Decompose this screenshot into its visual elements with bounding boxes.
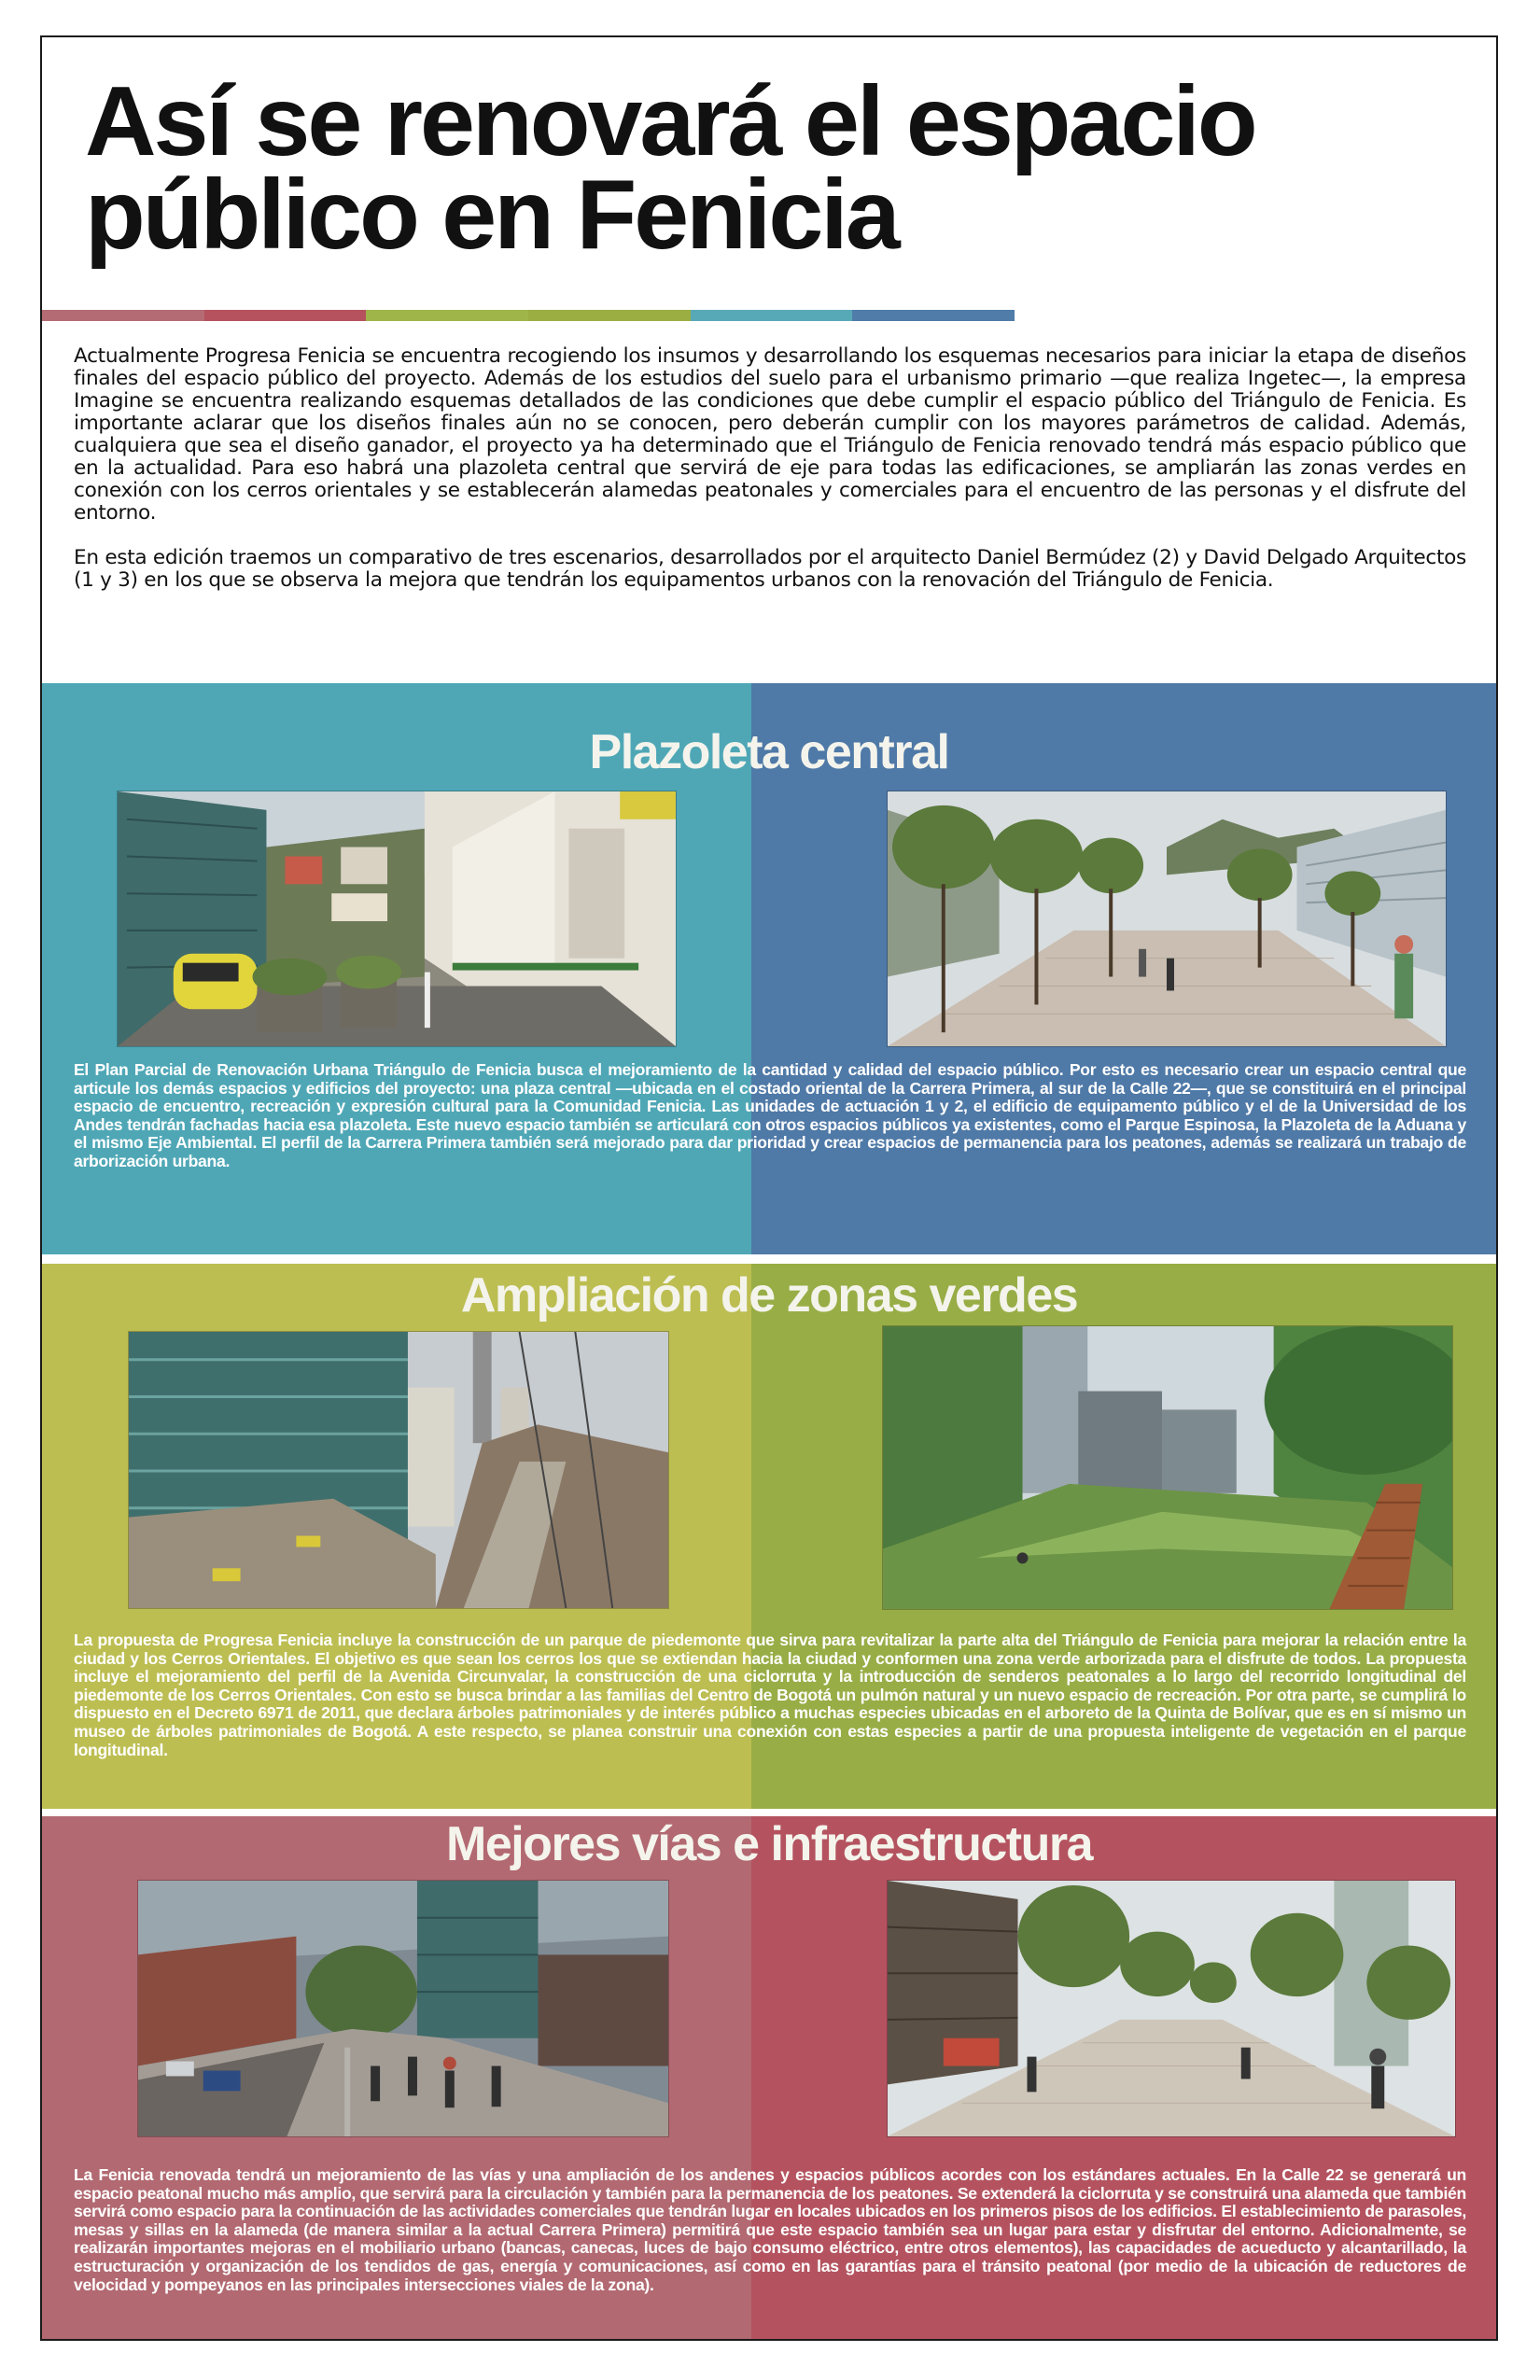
section-plazoleta-central xyxy=(42,683,1496,1254)
intro-paragraph-2: En esta edición traemos un comparativo de tres escenarios, desarrollados por el arquitecto Daniel Bermúdez (2) y David Delgado Arquitectos (1 y 3) en los que se observa la mejora que tendrán los equipamentos urbanos con la renovación del Triángulo de Fenicia. xyxy=(74,546,1466,592)
photo-zonas-verdes-proposal xyxy=(882,1325,1453,1610)
section-title: Mejores vías e infraestructura xyxy=(446,1817,1092,1871)
section-title: Ampliación de zonas verdes xyxy=(460,1268,1078,1323)
section-text: El Plan Parcial de Renovación Urbana Triángulo de Fenicia busca el mejoramiento de la cantidad y calidad del espacio público. Por esto es necesario crear un espacio central que articule los demás espacios y edificios del proyecto: una plaza central —ubicada en el costado oriental de la Carrera Primera, al sur de la Calle 22—, que se constituirá en el principal espacio de encuentro, recreación y expresión cultural para la Comunidad Fenicia. Las unidades de actuación 1 y 2, el edificio de equipamento público y el de la Universidad de los Andes tendrán fachadas hacia esa plazoleta. Este nuevo espacio también se articulará con otros espacios públicos ya existentes, como el Parque Espinosa, la Plazoleta de la Aduana y el mismo Eje Ambiental. El perfil de la Carrera Primera también será mejorado para dar prioridad y crear espacios de permanencia para los peatones, además se realizará un trabajo de arborización urbana. xyxy=(74,1060,1466,1170)
article-page xyxy=(40,35,1498,2341)
headline-line-1: Así se renovará el espacio xyxy=(85,66,1255,176)
headline-line-2: público en Fenicia xyxy=(85,160,898,270)
photo-vias-current xyxy=(137,1880,669,2137)
section-text: La Fenicia renovada tendrá un mejoramiento de las vías y una ampliación de los andenes y espacios públicos acordes con los estándares actuales. En la Calle 22 se generará un espacio peatonal mucho más amplio, que servirá para la circulación y también para la permanencia de los peatones. Se extenderá la ciclorruta y se construirá una alameda que también servirá como espacio para la continuación de las actividades comerciales que tendrán lugar en locales ubicados en los primeros pisos de los edificios. El establecimiento de parasoles, mesas y sillas en la alameda (de manera similar a la actual Carrera Primera) permitirá que este espacio también sea un lugar para estar y disfrutar del entorno. Adicionalmente, se realizarán importantes mejoras en el mobiliario urbano (bancas, canecas, luces de bajo consumo eléctrico, entre otros elementos), las capacidades de acueducto y alcantarillado, la estructuración y organización de los tendidos de gas, energía y comunicaciones, así como en las garantías para el tránsito peatonal (por medio de la ubicación de reductores de velocidad y pompeyanos en las principales intersecciones viales de la zona). xyxy=(74,2165,1466,2294)
photo-plazoleta-proposal xyxy=(887,791,1447,1047)
photo-plazoleta-current xyxy=(117,791,677,1047)
color-rule-segment xyxy=(852,310,1015,321)
section-text: La propuesta de Progresa Fenicia incluye la construcción de un parque de piedemonte que sirva para revitalizar la parte alta del Triángulo de Fenicia para mejorar la relación entre la ciudad y los Cerros Orientales. El objetivo es que sean los cerros los que se extiendan hacia la ciudad y conformen una zona verde arborizada para el disfrute de todos. La propuesta incluye el mejoramiento del perfil de la Avenida Circunvalar, la construcción de una ciclorruta y la introducción de senderos peatonales a lo largo del recorrido longitudinal del piedemonte de los Cerros Orientales. Con esto se busca brindar a las familias del Centro de Bogotá un pulmón natural y un nuevo espacio de recreación. Por otra parte, se cumplirá lo dispuesto en el Decreto 6971 de 2011, que declara árboles patrimoniales y de interés público a muchas especies ubicadas en el arboreto de la Quinta de Bolívar, que es en sí mismo un museo de árboles patrimoniales de Bogotá. A este respecto, se planea construir una conexión con estas especies a partir de una propuesta inteligente de vegetación en el parque longitudinal. xyxy=(74,1631,1466,1759)
color-rule-segment xyxy=(691,310,853,321)
headline xyxy=(85,66,1466,270)
color-rule-segment xyxy=(528,310,691,321)
section-zonas-verdes xyxy=(42,1264,1496,1809)
photo-vias-proposal xyxy=(887,1880,1456,2137)
color-rule xyxy=(42,310,1015,321)
section-vias-infraestructura xyxy=(42,1816,1496,2341)
intro-paragraph-1: Actualmente Progresa Fenicia se encuentra recogiendo los insumos y desarrollando los esquemas necesarios para iniciar la etapa de diseños finales del espacio público del proyecto. Además de los estudios del suelo para el urbanismo primario —que realiza Ingetec—, la empresa Imagine se encuentra realizando esquemas detallados de las condiciones que debe cumplir el espacio público del Triángulo de Fenicia. Es importante aclarar que los diseños finales aún no se conocen, pero deberán cumplir con los mayores parámetros de calidad. Además, cualquiera que sea el diseño ganador, el proyecto ya ha determinado que el Triángulo de Fenicia renovado tendrá más espacio público que en la actualidad. Para eso habrá una plazoleta central que servirá de eje para todas las edificaciones, se ampliarán las zonas verdes en conexión con los cerros orientales y se establecerán alamedas peatonales y comerciales para el encuentro de las personas y el disfrute del entorno. xyxy=(74,344,1466,525)
photo-zonas-verdes-current xyxy=(128,1331,669,1609)
color-rule-segment xyxy=(42,310,204,321)
color-rule-segment xyxy=(366,310,528,321)
section-title: Plazoleta central xyxy=(589,725,949,779)
color-rule-segment xyxy=(204,310,367,321)
intro xyxy=(74,345,1466,614)
